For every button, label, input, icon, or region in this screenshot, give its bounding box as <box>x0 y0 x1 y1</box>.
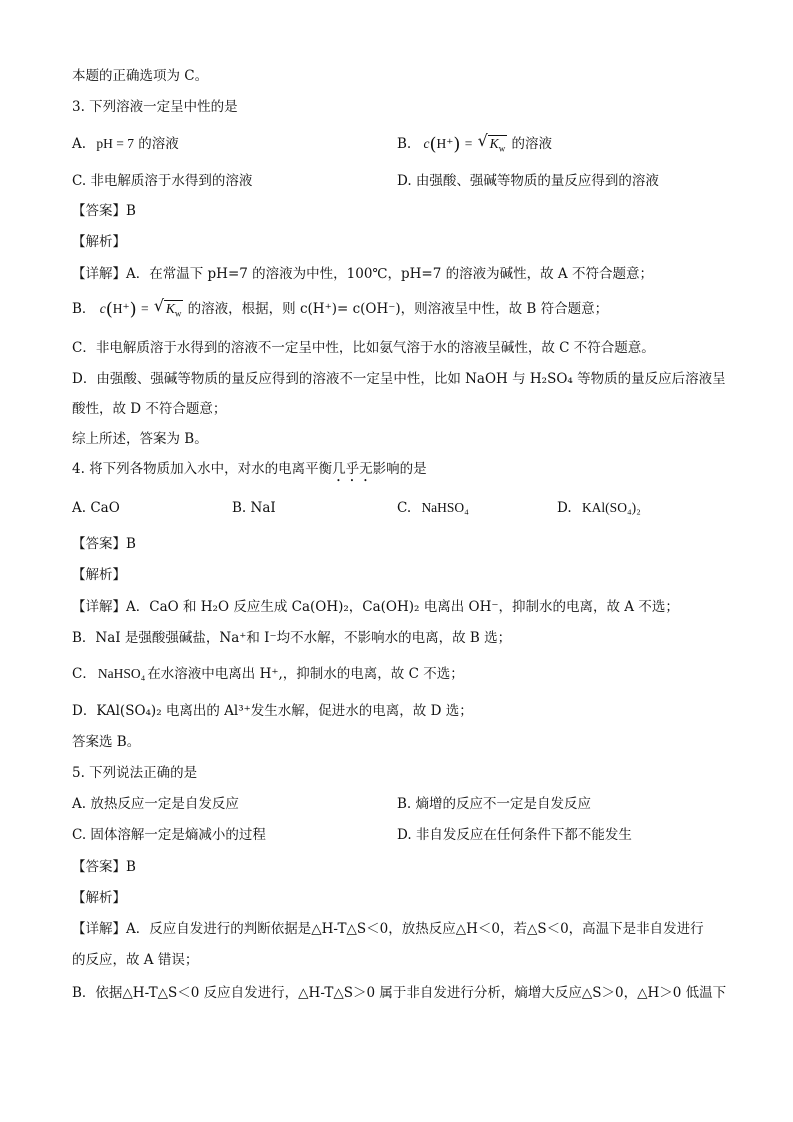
line-text: 的溶液，根据，则 c(H⁺)= c(OH⁻)，则溶液呈中性，故 B 符合题意； <box>183 301 609 317</box>
option-text: 的溶液 <box>511 136 552 152</box>
formula-kw: K <box>489 136 499 151</box>
answer-label: 【答案】B <box>72 859 136 875</box>
explanation-line: B．依据△H-T△S＜0 反应自发进行，△H-T△S＞0 属于非自发进行分析，熵增大反应△S＞0，△H＞0 低温下 <box>72 985 727 1001</box>
explanation-line: B． c(H⁺) = √ $K_w$ 的溶液，根据，则 c(H⁺)= c(OH⁻)，则溶液呈中性，故 B 符合题意； <box>72 299 608 320</box>
line-prefix: B． <box>72 301 96 317</box>
sqrt-kw <box>155 299 184 319</box>
formula-c: c <box>423 136 430 151</box>
q3-option-a <box>72 136 179 152</box>
formula-nahso4: NaHSO₄ <box>97 666 146 681</box>
option-label: D. <box>557 500 572 516</box>
q4-option-d <box>557 498 641 518</box>
explanation-line: 【详解】A．反应自发进行的判断依据是△H-T△S＜0，放热反应△H＜0，若△S＜0，高温下是非自发进行 <box>72 921 704 937</box>
formula-kw: K <box>165 301 175 316</box>
q4-option-c <box>397 498 469 518</box>
q4-option-b: B. NaI <box>232 500 276 516</box>
q3-option-c: C. 非电解质溶于水得到的溶液 <box>72 173 253 189</box>
option-label: C. <box>397 500 412 516</box>
explanation-line: 【详解】A．CaO 和 H₂O 反应生成 Ca(OH)₂，Ca(OH)₂ 电离出 OH⁻，抑制水的电离，故 A 不选； <box>72 599 679 615</box>
explanation-line: 酸性，故 D 不符合题意； <box>72 401 227 417</box>
answer-label: 【答案】B <box>72 536 136 552</box>
q5-options-row-1 <box>72 794 772 814</box>
formula-kw-sub: w <box>498 143 506 154</box>
explanation-line: D．由强酸、强碱等物质的量反应得到的溶液不一定呈中性，比如 NaOH 与 H₂SO₄ 等物质的量反应后溶液呈 <box>72 371 726 387</box>
question-5: 5. 下列说法正确的是 <box>72 765 198 781</box>
explanation-line: 【详解】A．在常温下 pH=7 的溶液为中性，100℃，pH=7 的溶液为碱性，故 A 不符合题意； <box>72 266 653 282</box>
formula-equals: = <box>464 136 473 151</box>
analysis-label: 【解析】 <box>72 234 126 250</box>
question-text: 影响的是 <box>372 461 427 477</box>
q5-option-d: D. 非自发反应在任何条件下都不能发生 <box>397 827 632 843</box>
formula-nahso4: NaHSO₄ <box>421 500 469 515</box>
q3-option-b: B. c(H⁺) = √ $K_w$ 的溶液 <box>397 134 552 155</box>
summary-line: 答案选 B。 <box>72 734 141 750</box>
q5-option-c: C. 固体溶解一定是熵减小的过程 <box>72 827 266 843</box>
q5-option-a: A. 放热反应一定是自发反应 <box>72 796 239 812</box>
q3-option-d: D. 由强酸、强碱等物质的量反应得到的溶液 <box>397 173 659 189</box>
question-text: 4. 将下列各物质加入水中，对水的电离平衡 <box>72 461 333 477</box>
question-4 <box>72 459 427 485</box>
formula-kw-sub: w <box>174 308 182 319</box>
emphasis-text: 几乎无 <box>332 461 373 477</box>
formula-c: c <box>99 301 106 316</box>
q5-option-b: B. 熵增的反应不一定是自发反应 <box>397 796 592 812</box>
q3-options-row-2 <box>72 171 772 191</box>
text-line: 本题的正确选项为 C。 <box>72 68 209 84</box>
sqrt-kw <box>479 134 508 154</box>
explanation-line: B．NaI 是强酸强碱盐，Na⁺和 I⁻均不水解，不影响水的电离，故 B 选； <box>72 630 512 646</box>
line-prefix: C． <box>72 666 96 682</box>
formula-h-plus: H⁺ <box>436 136 454 151</box>
question-3: 3. 下列溶液一定呈中性的是 <box>72 99 238 115</box>
q5-options-row-2 <box>72 825 772 845</box>
analysis-label: 【解析】 <box>72 890 126 906</box>
ph-formula: pH = 7 <box>96 136 134 151</box>
summary-line: 综上所述，答案为 B。 <box>72 431 208 447</box>
option-label: A. <box>72 136 87 152</box>
analysis-label: 【解析】 <box>72 567 126 583</box>
q3-options-row-1 <box>72 134 772 154</box>
formula-equals: = <box>140 301 149 316</box>
option-text: 的溶液 <box>138 136 179 152</box>
explanation-line: C．非电解质溶于水得到的溶液不一定呈中性，比如氨气溶于水的溶液呈碱性，故 C 不符合题意。 <box>72 340 655 356</box>
explanation-line: 的反应，故 A 错误； <box>72 952 199 968</box>
option-label: B. <box>397 136 412 152</box>
q4-options-row <box>72 498 772 518</box>
answer-label: 【答案】B <box>72 203 136 219</box>
formula-h-plus: H⁺ <box>112 301 130 316</box>
line-text: 在水溶液中电离出 H⁺,，抑制水的电离，故 C 不选； <box>147 666 464 682</box>
formula-kal-so4: KAl(SO₄)₂ <box>581 500 641 515</box>
explanation-line: D．KAl(SO₄)₂ 电离出的 Al³⁺发生水解，促进水的电离，故 D 选； <box>72 703 473 719</box>
explanation-line <box>72 664 464 684</box>
q4-option-a: A. CaO <box>72 500 120 516</box>
